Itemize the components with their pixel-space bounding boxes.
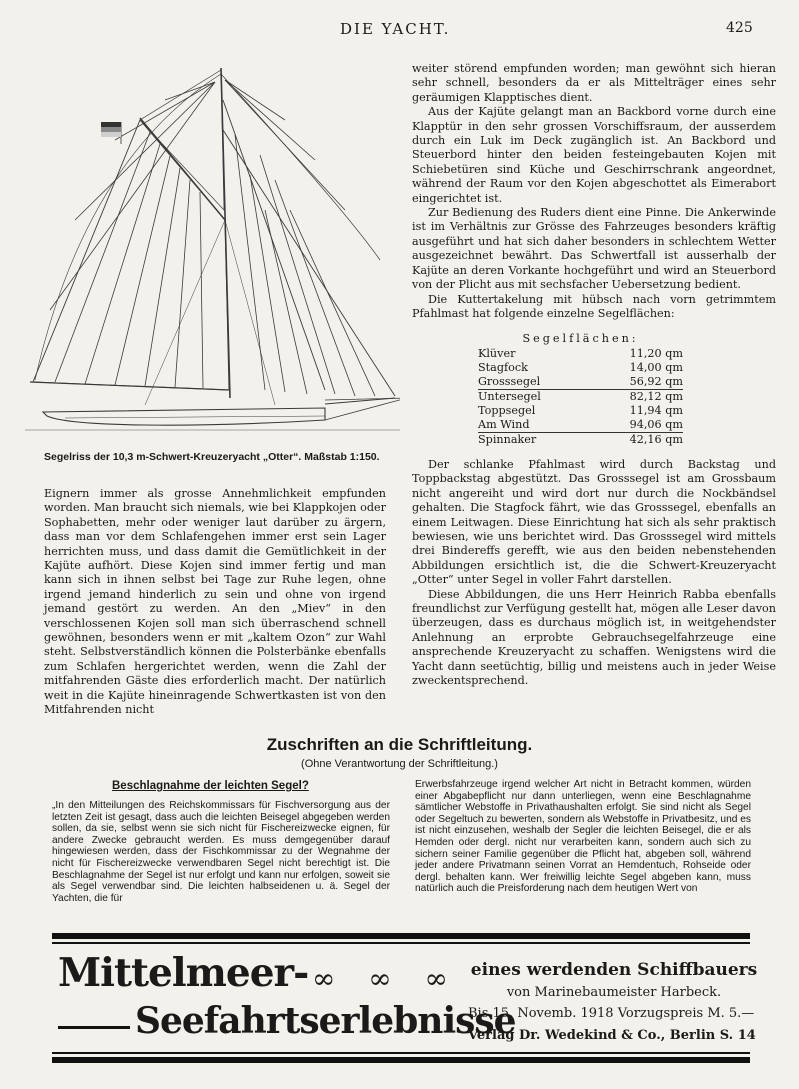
sail-area: 82,12 qm [629, 390, 683, 403]
paragraph: Diese Abbildungen, die uns Herr Heinrich Rabba ebenfalls freundlichst zur Verfügung gestellt hat, mögen alle Leser davon überzeugen, dass es durchaus möglich ist, in weitgehendster Anlehnung an erprobte Gebrauchsegelfahrzeuge eine ansprechende Kreuzeryacht zu schaffen. Wenigstens wird die Yacht dann seetüchtig, billig und meistens auch in jeder Weise zweckentsprechend. [412, 587, 776, 688]
sail-area: 42,16 qm [629, 433, 683, 446]
article-heading: Beschlagnahme der leichten Segel? [112, 780, 309, 792]
flag-icon [101, 122, 121, 144]
table-row [478, 404, 683, 418]
article-text-left [44, 487, 386, 718]
ad-title-line2: Seefahrtserlebnisse [135, 1000, 516, 1042]
paragraph: Die Kuttertakelung mit hübsch nach vorn getrimmtem Pfahlmast hat folgende einzelne Segelflächen: [412, 292, 776, 320]
letter-column-right [415, 779, 751, 895]
sail-plan-figure [25, 60, 400, 445]
table-row [478, 347, 683, 361]
ad-dash [58, 1026, 130, 1029]
paragraph: weiter störend empfunden worden; man gewöhnt sich hieran sehr schnell, besonders da er als Mittelträger eines sehr geräumigen Klapptisches dient. [412, 62, 776, 104]
paragraph: Eignern immer als grosse Annehmlichkeit empfunden worden. Man braucht sich niemals, wie bei Klappkojen oder Sophabetten, mehr oder weniger laut darüber zu ärgern, dass man vor dem Schlafengehen immer erst sein Lager herrichten muss, und dass damit die Gemütlichkeit in der Kajüte aufhört. Diese Kojen sind immer fertig und man kann sich in ihnen selbst bei Tage zur Ruhe legen, ohne irgend jemand hinderlich zu sein und ohne von irgend jemand gestört zu werden. An den „Miev“ in den verschlossenen Kojen soll man sich überraschend schnell gewöhnen, besonders wenn er mit „kaltem Ozon“ zur Wahl steht. Selbstverständlich können die Polsterbänke ebenfalls zum Schlafen hergerichtet werden, wenn die Zahl der mitfahrenden Gäste dies erforderlich macht. Der natürlich weit in die Kajüte hineinragende Schwertkasten ist von den Mitfahrenden nicht [44, 487, 386, 717]
sail-name: Spinnaker [478, 433, 537, 446]
article-text-right-top [412, 62, 776, 321]
ad-rule-bottom-thin [52, 1052, 750, 1054]
sail-name: Klüver [478, 347, 516, 360]
ad-rule-bottom [52, 1057, 750, 1063]
sail-name: Toppsegel [478, 404, 536, 417]
sail-area: 94,06 qm [629, 418, 683, 431]
sail-table-title: Segelflächen: [522, 332, 639, 345]
sail-area: 14,00 qm [629, 361, 683, 374]
ad-line3: Bis 15. Novemb. 1918 Vorzugspreis M. 5.— [468, 1006, 755, 1021]
page-number: 425 [726, 20, 753, 36]
section-title: Zuschriften an die Schriftleitung. [266, 735, 533, 754]
sail-plan-drawing [25, 60, 400, 445]
paragraph: Der schlanke Pfahlmast wird durch Backstag und Toppbackstag abgestützt. Das Grosssegel ist am Grossbaum nicht angereiht und wird dort nur durch die Nockbändsel gehalten. Die Stagfock fährt, wie das Grosssegel, ebenfalls an einem Leitwagen. Diese Einrichtung hat sich als sehr praktisch bewiesen, wie uns berichtet wird. Das Grosssegel wird mittels drei Bindereffs gerefft, wie aus den beiden nebenstehenden Abbildungen ersichtlich ist, die die Schwert-Kreuzeryacht „Otter“ unter Segel in voller Fahrt darstellen. [412, 458, 776, 587]
table-row [478, 418, 683, 432]
ad-line4: Verlag Dr. Wedekind & Co., Berlin S. 14 [468, 1028, 756, 1043]
table-row [478, 361, 683, 375]
table-row [478, 432, 683, 447]
section-subtitle: (Ohne Verantwortung der Schriftleitung.) [301, 758, 498, 770]
paragraph: Aus der Kajüte gelangt man an Backbord vorne durch eine Klapptür in den sehr grossen Vorschiffsraum, der ausserdem durch ein Luk im Deck zugänglich ist. An Backbord und Steuerbord hinter den beiden festeingebauten Kojen mit Schiebetüren sind Küche und Geschirrschrank angeordnet, während der Raum vor den Kojen abgeschottet als Eimerabort eingerichtet ist. [412, 105, 776, 205]
ornament-icon: ∞ ∞ ∞ [312, 962, 460, 995]
ad-rule-top [52, 933, 750, 939]
sail-area-table [478, 332, 683, 447]
sail-area: 56,92 qm [629, 375, 683, 388]
paragraph: „In den Mitteilungen des Reichskommissars für Fischversorgung aus der letzten Zeit ist gesagt, dass auch die leichten Beisegel abgegeben werden sollen, da sie, selbst wenn sie sich nicht für Fischereizwecke eignen, für andere Zwecke gebraucht werden. Es muss demgegenüber darauf hingewiesen werden, dass der Fischkommissar zu der Wegnahme der nicht für Fischereizwecke verwendbaren Segel nicht berechtigt ist. Die Beschlagnahme der Segel ist nur erfolgt und kann nur erfolgen, soweit sie als Segel verwendbar sind. Die leichten halbseidenen u. ä. Segel der Yachten, die für [52, 800, 390, 904]
paragraph: Zur Bedienung des Ruders dient eine Pinne. Die Ankerwinde ist im Verhältnis zur Grösse des Fahrzeuges besonders kräftig ausgeführt und hat sich daher besonders in schlechtem Wetter ausgezeichnet bewährt. Das Schwertfall ist ausserhalb der Kajüte an deren Vorkante hochgeführt und wird an Steuerbord von der Plicht aus mit sechsfacher Uebersetzung bedient. [412, 206, 776, 292]
sail-name: Stagfock [478, 361, 528, 374]
paragraph: Erwerbsfahrzeuge irgend welcher Art nicht in Betracht kommen, würden einer Abgabepflicht nur dann unterliegen, wenn eine Beschlagnahme sämtlicher Webstoffe in Privathaushalten erfolgt. Sie sind nicht als Segel oder Segeltuch zu bewerten, sondern als Webstoffe in Privatbesitz, und es ist nicht einzusehen, weshalb der Segler die leichten Beisegel, die er als Hemden oder dergl. nicht nur verarbeiten kann, sondern auch sich zu sichern seiner Familie gegenüber die Pflicht hat, abgeben soll, während jeder andere Privatmann seinen Vorrat an Hemdentuch, Rohseide oder dergl. behalten kann. Wer freiwillig leichte Segel abgeben kann, muss natürlich auch die Preisforderung nach dem heutigen Wert von [415, 779, 752, 895]
sail-name: Grosssegel [478, 375, 541, 388]
ad-line2: von Marinebaumeister Harbeck. [506, 985, 722, 1000]
sail-name: Untersegel [478, 390, 541, 403]
table-row [478, 375, 683, 389]
sail-name: Am Wind [478, 418, 530, 431]
letter-column-left [52, 800, 390, 904]
article-text-right-bottom [412, 458, 776, 689]
sail-area: 11,20 qm [629, 347, 683, 360]
ad-rule-top-thin [52, 942, 750, 944]
sail-area: 11,94 qm [629, 404, 683, 417]
figure-caption: Segelriss der 10,3 m-Schwert-Kreuzeryacht „Otter“. Maßstab 1:150. [44, 451, 380, 463]
table-row [478, 389, 683, 404]
ad-title-line1: Mittelmeer- [58, 950, 309, 996]
running-header-title: DIE YACHT. [340, 20, 451, 38]
ad-line1: eines werdenden Schiffbauers [470, 960, 758, 980]
